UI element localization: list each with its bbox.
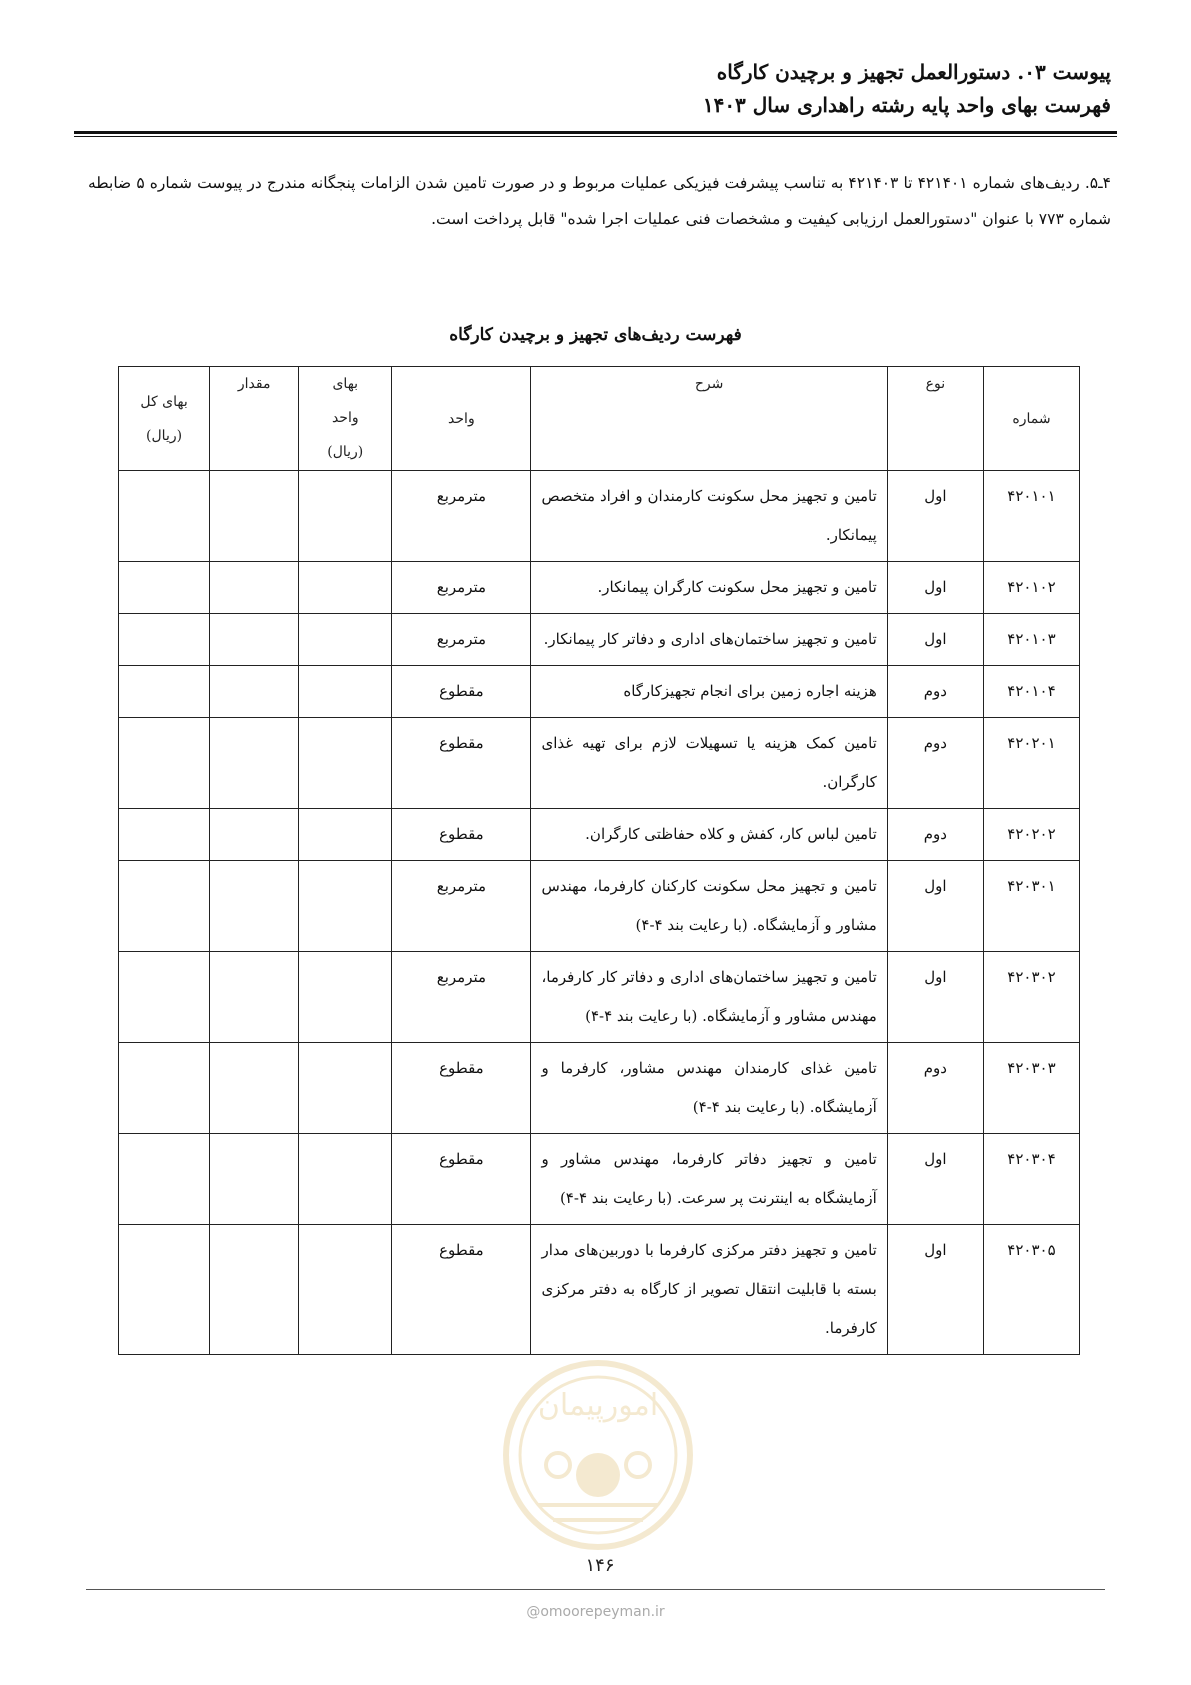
row-description: تامین و تجهیز ساختمان‌های اداری و دفاتر کار کارفرما، مهندس مشاور و آزمایشگاه. (با رعایت بند ۴-۴) bbox=[531, 952, 887, 1043]
row-number: ۴۲۰۲۰۲ bbox=[983, 809, 1079, 861]
row-unit-price bbox=[299, 718, 392, 809]
row-unit-price bbox=[299, 1043, 392, 1134]
table-row bbox=[119, 1043, 1080, 1134]
row-type: دوم bbox=[887, 666, 983, 718]
row-description: تامین و تجهیز محل سکونت کارگران پیمانکار. bbox=[531, 562, 887, 614]
row-total-price bbox=[119, 809, 210, 861]
row-unit-price bbox=[299, 952, 392, 1043]
table-row bbox=[119, 614, 1080, 666]
row-unit: مترمربع bbox=[392, 861, 531, 952]
items-table bbox=[118, 366, 1080, 1355]
row-quantity bbox=[210, 952, 299, 1043]
row-unit-price bbox=[299, 471, 392, 562]
row-description: تامین و تجهیز دفتر مرکزی کارفرما با دوربین‌های مدار بسته با قابلیت انتقال تصویر از کارگاه به دفتر مرکزی کارفرما. bbox=[531, 1225, 887, 1355]
row-unit: مقطوع bbox=[392, 666, 531, 718]
header-number: شماره bbox=[983, 367, 1079, 471]
row-total-price bbox=[119, 471, 210, 562]
row-number: ۴۲۰۳۰۲ bbox=[983, 952, 1079, 1043]
row-quantity bbox=[210, 666, 299, 718]
row-description: هزینه اجاره زمین برای انجام تجهیزکارگاه bbox=[531, 666, 887, 718]
row-quantity bbox=[210, 809, 299, 861]
header-unit-price: بهای واحد (ریال) bbox=[299, 367, 392, 471]
table-row bbox=[119, 809, 1080, 861]
row-number: ۴۲۰۳۰۱ bbox=[983, 861, 1079, 952]
header-rule-thick bbox=[74, 131, 1117, 134]
row-quantity bbox=[210, 614, 299, 666]
row-quantity bbox=[210, 471, 299, 562]
table-row bbox=[119, 1134, 1080, 1225]
footer-site-link[interactable]: @omoorepeyman.ir bbox=[526, 1604, 665, 1620]
row-type: اول bbox=[887, 471, 983, 562]
table-row bbox=[119, 471, 1080, 562]
watermark-stamp-logo bbox=[498, 1355, 698, 1555]
row-total-price bbox=[119, 1134, 210, 1225]
row-number: ۴۲۰۱۰۴ bbox=[983, 666, 1079, 718]
table-row bbox=[119, 562, 1080, 614]
clause-paragraph: ۴ـ۵. ردیف‌های شماره ۴۲۱۴۰۱ تا ۴۲۱۴۰۳ به تناسب پیشرفت فیزیکی عملیات مربوط و در صورت تامین شدن الزامات پنجگانه مندرج در پیوست شماره ۵ ضابطه شماره ۷۷۳ با عنوان "دستورالعمل ارزیابی کیفیت و مشخصات فنی عملیات اجرا شده" قابل پرداخت است. bbox=[88, 174, 1111, 228]
row-unit: مقطوع bbox=[392, 1225, 531, 1355]
row-unit: مترمربع bbox=[392, 952, 531, 1043]
row-unit: مقطوع bbox=[392, 1134, 531, 1225]
row-unit: مقطوع bbox=[392, 809, 531, 861]
row-description: تامین غذای کارمندان مهندس مشاور، کارفرما و آزمایشگاه. (با رعایت بند ۴-۴) bbox=[531, 1043, 887, 1134]
row-description: تامین کمک هزینه یا تسهیلات لازم برای تهیه غذای کارگران. bbox=[531, 718, 887, 809]
row-unit-price bbox=[299, 666, 392, 718]
row-unit-price bbox=[299, 1225, 392, 1355]
row-total-price bbox=[119, 718, 210, 809]
header-title-line-2: فهرست بهای واحد پایه رشته راهداری سال ۱۴۰۳ bbox=[702, 93, 1111, 117]
row-total-price bbox=[119, 1225, 210, 1355]
table-row bbox=[119, 952, 1080, 1043]
row-type: اول bbox=[887, 861, 983, 952]
header-title-line-1: پیوست ۰۳. دستورالعمل تجهیز و برچیدن کارگاه bbox=[716, 60, 1111, 84]
header-quantity: مقدار bbox=[210, 367, 299, 471]
table-header-row bbox=[119, 367, 1080, 471]
row-type: اول bbox=[887, 1225, 983, 1355]
page-number: ۱۴۶ bbox=[585, 1555, 615, 1576]
row-unit-price bbox=[299, 809, 392, 861]
row-quantity bbox=[210, 1043, 299, 1134]
row-description: تامین و تجهیز محل سکونت کارمندان و افراد متخصص پیمانکار. bbox=[531, 471, 887, 562]
row-unit: مترمربع bbox=[392, 614, 531, 666]
header-total-price: بهای کل (ریال) bbox=[119, 367, 210, 471]
row-type: اول bbox=[887, 1134, 983, 1225]
row-unit: مقطوع bbox=[392, 718, 531, 809]
row-number: ۴۲۰۳۰۴ bbox=[983, 1134, 1079, 1225]
row-number: ۴۲۰۱۰۲ bbox=[983, 562, 1079, 614]
header-rule-thin bbox=[74, 136, 1117, 137]
row-type: اول bbox=[887, 952, 983, 1043]
row-description: تامین و تجهیز دفاتر کارفرما، مهندس مشاور و آزمایشگاه به اینترنت پر سرعت. (با رعایت بند ۴-۴) bbox=[531, 1134, 887, 1225]
table-row bbox=[119, 1225, 1080, 1355]
row-quantity bbox=[210, 1225, 299, 1355]
row-number: ۴۲۰۳۰۵ bbox=[983, 1225, 1079, 1355]
svg-text:امورپیمان: امورپیمان bbox=[537, 1388, 659, 1423]
row-quantity bbox=[210, 562, 299, 614]
row-unit: مقطوع bbox=[392, 1043, 531, 1134]
row-description: تامین لباس کار، کفش و کلاه حفاظتی کارگران. bbox=[531, 809, 887, 861]
row-description: تامین و تجهیز محل سکونت کارکنان کارفرما، مهندس مشاور و آزمایشگاه. (با رعایت بند ۴-۴) bbox=[531, 861, 887, 952]
table-row bbox=[119, 861, 1080, 952]
row-quantity bbox=[210, 1134, 299, 1225]
row-number: ۴۲۰۱۰۳ bbox=[983, 614, 1079, 666]
row-type: دوم bbox=[887, 809, 983, 861]
row-quantity bbox=[210, 718, 299, 809]
row-total-price bbox=[119, 666, 210, 718]
table-row bbox=[119, 718, 1080, 809]
row-number: ۴۲۰۱۰۱ bbox=[983, 471, 1079, 562]
page-header bbox=[703, 56, 1111, 122]
row-type: دوم bbox=[887, 1043, 983, 1134]
header-type: نوع bbox=[887, 367, 983, 471]
row-unit-price bbox=[299, 1134, 392, 1225]
row-total-price bbox=[119, 861, 210, 952]
row-unit-price bbox=[299, 861, 392, 952]
row-type: اول bbox=[887, 562, 983, 614]
row-total-price bbox=[119, 1043, 210, 1134]
row-unit-price bbox=[299, 562, 392, 614]
row-unit-price bbox=[299, 614, 392, 666]
row-total-price bbox=[119, 952, 210, 1043]
row-unit: مترمربع bbox=[392, 562, 531, 614]
row-total-price bbox=[119, 614, 210, 666]
row-unit: مترمربع bbox=[392, 471, 531, 562]
row-number: ۴۲۰۳۰۳ bbox=[983, 1043, 1079, 1134]
table-title: فهرست ردیف‌های تجهیز و برچیدن کارگاه bbox=[449, 325, 742, 345]
header-description: شرح bbox=[531, 367, 887, 471]
table-row bbox=[119, 666, 1080, 718]
row-type: اول bbox=[887, 614, 983, 666]
row-type: دوم bbox=[887, 718, 983, 809]
row-total-price bbox=[119, 562, 210, 614]
footer-rule bbox=[86, 1589, 1105, 1590]
row-description: تامین و تجهیز ساختمان‌های اداری و دفاتر کار پیمانکار. bbox=[531, 614, 887, 666]
row-number: ۴۲۰۲۰۱ bbox=[983, 718, 1079, 809]
header-unit: واحد bbox=[392, 367, 531, 471]
row-quantity bbox=[210, 861, 299, 952]
